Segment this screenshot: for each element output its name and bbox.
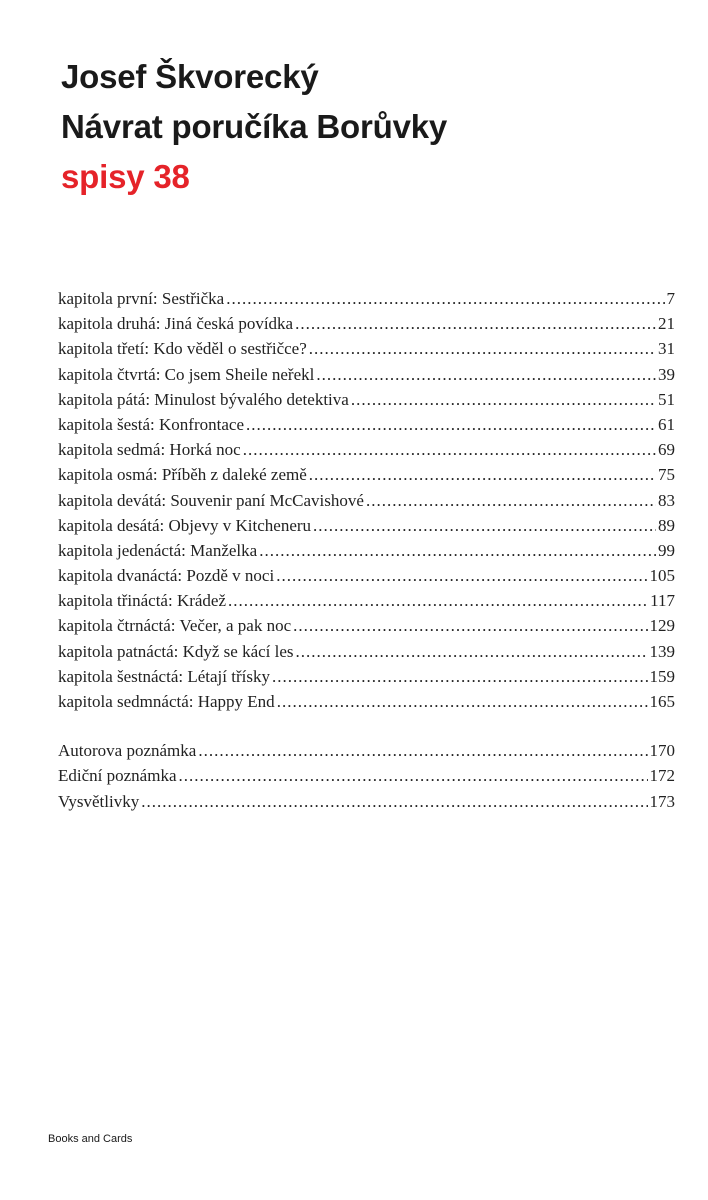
dot-leader bbox=[366, 488, 656, 513]
appendix-list bbox=[58, 738, 675, 814]
dot-leader bbox=[309, 336, 656, 361]
toc-appendix-row-label: Vysvětlivky bbox=[58, 791, 140, 811]
toc-chapter-row bbox=[58, 639, 675, 664]
dot-leader bbox=[226, 286, 664, 311]
toc-chapter-row-page-number: 61 bbox=[658, 414, 675, 434]
toc-chapter-row-page-number: 21 bbox=[658, 314, 675, 334]
dot-leader bbox=[351, 387, 656, 412]
toc-chapter-row bbox=[58, 689, 675, 714]
dot-leader bbox=[141, 789, 647, 814]
toc-chapter-row bbox=[58, 362, 675, 387]
toc-chapter-row bbox=[58, 437, 675, 462]
toc-chapter-row bbox=[58, 462, 675, 487]
dot-leader bbox=[295, 311, 656, 336]
toc-chapter-row-label: kapitola druhá: Jiná česká povídka bbox=[58, 314, 294, 334]
toc-chapter-row-page-number: 165 bbox=[649, 692, 675, 711]
author-name: Josef Škvorecký bbox=[61, 58, 319, 95]
toc-chapter-row-page-number: 117 bbox=[650, 591, 675, 611]
chapter-list bbox=[58, 286, 675, 714]
toc-chapter-row-label: kapitola dvanáctá: Pozdě v noci bbox=[58, 566, 275, 586]
toc-appendix-row-page-number: 170 bbox=[649, 741, 675, 761]
dot-leader bbox=[313, 513, 656, 538]
toc-chapter-row-page-number: 159 bbox=[649, 666, 675, 686]
toc-chapter-row bbox=[58, 286, 675, 311]
toc-chapter-row-label: kapitola třináctá: Krádež bbox=[58, 591, 227, 611]
toc-appendix-row bbox=[58, 789, 675, 814]
toc-chapter-row-label: kapitola osmá: Příběh z daleké země bbox=[58, 465, 307, 485]
toc-chapter-row-label: kapitola desátá: Objevy v Kitcheneru bbox=[58, 515, 312, 535]
toc-chapter-row-label: kapitola čtvrtá: Co jsem Sheile neřekl bbox=[58, 364, 315, 384]
toc-chapter-row bbox=[58, 588, 675, 613]
dot-leader bbox=[293, 613, 647, 638]
toc-chapter-row bbox=[58, 513, 675, 538]
dot-leader bbox=[316, 362, 656, 387]
toc-chapter-row bbox=[58, 538, 675, 563]
toc-chapter-row-page-number: 129 bbox=[649, 616, 675, 636]
toc-chapter-row-label: kapitola šestá: Konfrontace bbox=[58, 414, 244, 434]
toc-appendix-row-label: Ediční poznámka bbox=[58, 766, 177, 786]
toc-chapter-row-label: kapitola čtrnáctá: Večer, a pak noc bbox=[58, 616, 292, 636]
toc-chapter-row-label: kapitola šestnáctá: Létají třísky bbox=[58, 666, 270, 686]
publisher-name: Books and Cards bbox=[48, 1133, 133, 1145]
dot-leader bbox=[243, 437, 656, 462]
toc-chapter-row-page-number: 83 bbox=[658, 490, 675, 510]
dot-leader bbox=[277, 689, 648, 714]
toc-appendix-row-label: Autorova poznámka bbox=[58, 741, 197, 761]
toc-chapter-row bbox=[58, 311, 675, 336]
section-gap bbox=[58, 714, 675, 738]
toc-chapter-row-label: kapitola jedenáctá: Manželka bbox=[58, 540, 258, 560]
toc-chapter-row bbox=[58, 387, 675, 412]
toc-chapter-row bbox=[58, 488, 675, 513]
toc-appendix-row-page-number: 173 bbox=[649, 791, 675, 811]
toc-chapter-row bbox=[58, 664, 675, 689]
toc-chapter-row-page-number: 99 bbox=[658, 540, 675, 560]
toc-chapter-row-page-number: 105 bbox=[649, 566, 675, 586]
toc-chapter-row bbox=[58, 412, 675, 437]
dot-leader bbox=[276, 563, 647, 588]
title-block bbox=[61, 52, 447, 202]
toc-chapter-row-page-number: 139 bbox=[649, 641, 675, 661]
toc-chapter-row-page-number: 31 bbox=[658, 339, 675, 359]
dot-leader bbox=[296, 639, 648, 664]
series-label: spisy 38 bbox=[61, 158, 190, 195]
toc-chapter-row-label: kapitola patnáctá: Když se kácí les bbox=[58, 641, 294, 661]
toc-chapter-row-page-number: 69 bbox=[658, 440, 675, 460]
toc-chapter-row-page-number: 51 bbox=[658, 389, 675, 409]
dot-leader bbox=[309, 462, 656, 487]
dot-leader bbox=[198, 738, 647, 763]
dot-leader bbox=[246, 412, 656, 437]
book-title: Návrat poručíka Borůvky bbox=[61, 108, 448, 145]
toc-chapter-row-page-number: 39 bbox=[658, 364, 675, 384]
toc-chapter-row-page-number: 7 bbox=[666, 289, 675, 308]
toc-chapter-row-page-number: 75 bbox=[658, 465, 675, 485]
toc-chapter-row-label: kapitola pátá: Minulost bývalého detektiva bbox=[58, 389, 349, 409]
toc-chapter-row-label: kapitola první: Sestřička bbox=[58, 289, 225, 308]
table-of-contents bbox=[58, 286, 675, 814]
dot-leader bbox=[179, 763, 648, 788]
toc-appendix-row-page-number: 172 bbox=[649, 766, 675, 786]
toc-chapter-row-page-number: 89 bbox=[658, 515, 675, 535]
dot-leader bbox=[259, 538, 656, 563]
toc-appendix-row bbox=[58, 738, 675, 763]
toc-appendix-row bbox=[58, 763, 675, 788]
toc-chapter-row bbox=[58, 613, 675, 638]
toc-chapter-row-label: kapitola sedmnáctá: Happy End bbox=[58, 692, 275, 711]
toc-chapter-row bbox=[58, 563, 675, 588]
toc-chapter-row-label: kapitola devátá: Souvenir paní McCavishové bbox=[58, 490, 364, 510]
toc-chapter-row-label: kapitola třetí: Kdo věděl o sestřičce? bbox=[58, 339, 307, 359]
dot-leader bbox=[272, 664, 648, 689]
toc-chapter-row bbox=[58, 336, 675, 361]
toc-chapter-row-label: kapitola sedmá: Horká noc bbox=[58, 440, 241, 460]
dot-leader bbox=[228, 588, 648, 613]
